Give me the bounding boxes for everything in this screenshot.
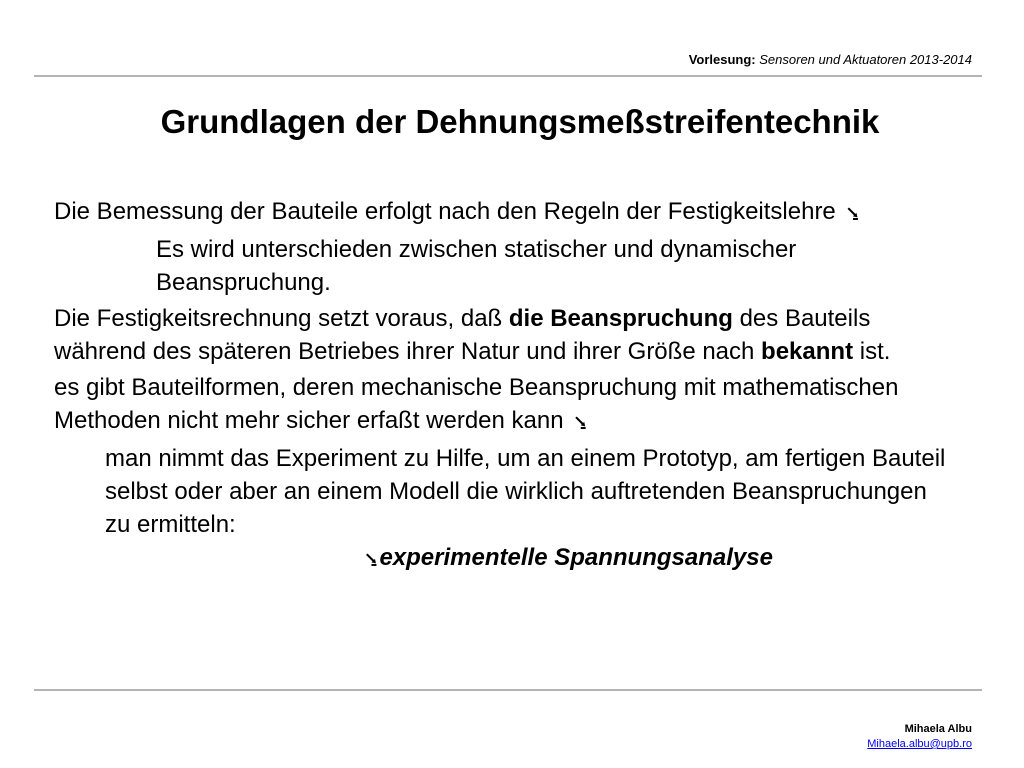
paragraph-bemessung	[54, 195, 954, 230]
sub-paragraph-experiment: man nimmt das Experiment zu Hilfe, um an einem Prototyp, am fertigen Bauteil selbst oder aber an einem Modell die wirklich auftretenden Beanspruchungen zu ermitteln:	[105, 445, 946, 538]
slide-title: Grundlagen der Dehnungsmeßstreifentechnik	[160, 103, 880, 140]
p2-bold-beanspruchung: die Beanspruchung	[508, 305, 733, 332]
conclusion-line	[54, 541, 954, 576]
arrow-right-icon: ⭸	[846, 202, 859, 224]
p2-text-before: Die Festigkeitsrechnung setzt voraus, daß	[54, 305, 509, 332]
conclusion-text: experimentelle Spannungsanalyse	[379, 544, 773, 571]
paragraph-bauteilformen-text: es gibt Bauteilformen, deren mechanische Beanspruchung mit mathematischen Methoden nicht mehr sicher erfaßt werden kann	[54, 374, 899, 434]
slide-body	[54, 195, 954, 576]
paragraph-bauteilformen	[54, 371, 954, 439]
arrow-right-icon: ⭸	[365, 548, 378, 570]
p2-bold-bekannt: bekannt	[761, 338, 854, 365]
p2-text-after: ist.	[853, 338, 891, 365]
slide-header	[689, 52, 972, 67]
paragraph-festigkeitsrechnung	[54, 302, 954, 368]
header-divider	[34, 75, 982, 77]
slide-footer	[867, 722, 972, 752]
header-label: Vorlesung:	[688, 52, 756, 67]
p2-text-middle: des Bauteils während des späteren Betriebes ihrer Natur und ihrer Größe nach	[54, 305, 871, 365]
paragraph-bemessung-text: Die Bemessung der Bauteile erfolgt nach den Regeln der Festigkeitslehre	[54, 198, 836, 225]
author-email-link[interactable]: Mihaela.albu@upb.ro	[867, 738, 972, 750]
arrow-right-icon: ⭸	[574, 411, 587, 433]
author-name: Mihaela Albu	[904, 723, 972, 735]
sub-paragraph-beanspruchung: Es wird unterschieden zwischen statischer und dynamischer Beanspruchung.	[156, 236, 797, 296]
footer-divider	[34, 689, 982, 691]
course-name: Sensoren und Aktuatoren 2013-2014	[759, 52, 972, 67]
